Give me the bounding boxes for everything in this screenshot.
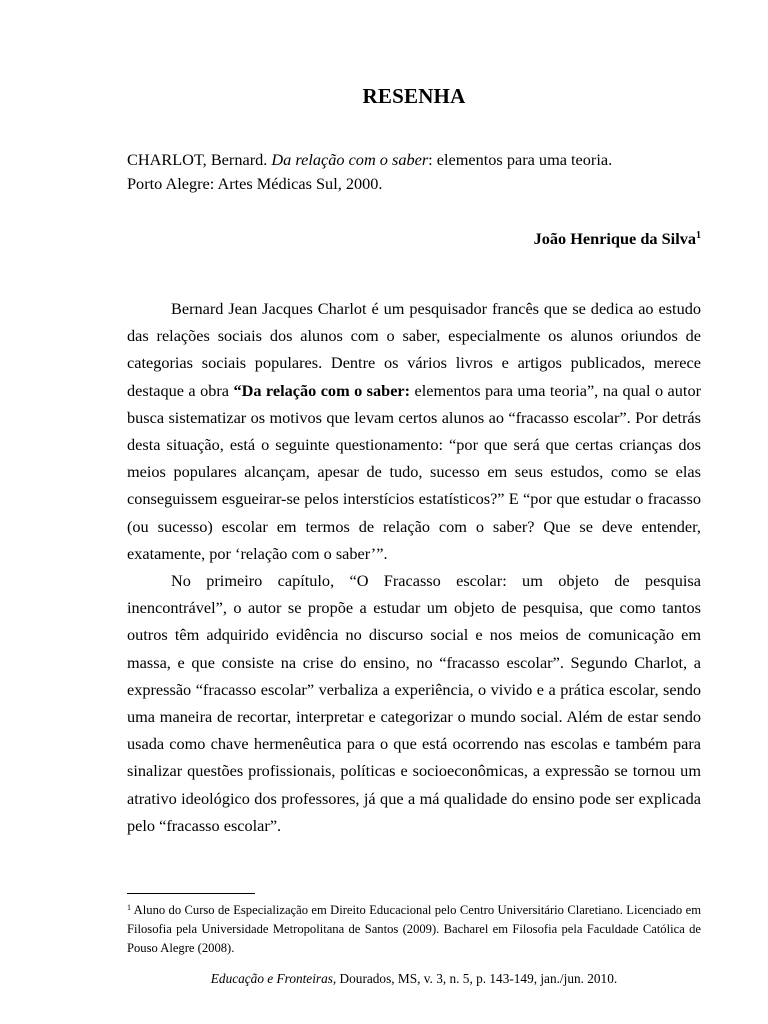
reference-subtitle: : elementos para uma teoria. — [428, 150, 613, 169]
journal-name: Educação e Fronteiras, — [210, 971, 337, 986]
reference-book-title: Da relação com o saber — [271, 150, 429, 169]
journal-details: Dourados, MS, v. 3, n. 5, p. 143-149, jan./jun. 2010. — [336, 971, 618, 986]
page-title: RESENHA — [362, 84, 466, 108]
reviewer-name-text: João Henrique da Silva — [533, 229, 696, 248]
paragraph-2: No primeiro capítulo, “O Fracasso escolar: um objeto de pesquisa inencontrável”, o autor se propõe a estudar um objeto de pesquisa, que como tantos outros têm adquirido evidência no discurso social e nos meios de comunicação em massa, e que consiste na crise do ensino, no “fracasso escolar”. Segundo Charlot, a expressão “fracasso escolar” verbaliza a experiência, o vivido e a prática escolar, sendo uma maneira de recortar, interpretar e categorizar o mundo social. Além de estar sendo usada como chave hermenêutica para o que está ocorrendo nas escolas e também para sinalizar questões profissionais, políticas e socioeconômicas, a expressão se tornou um atrativo ideológico dos professores, já que a má qualidade do ensino pode ser explicada pelo “fracasso escolar”. — [127, 571, 701, 835]
journal-footer — [127, 971, 701, 987]
paragraph-1 — [127, 295, 701, 567]
footnote-number: 1 — [127, 903, 131, 912]
paragraph-1-bold-title: “Da relação com o saber: — [233, 380, 411, 400]
footnote — [127, 898, 701, 958]
bibliographic-reference — [127, 148, 701, 196]
paragraph-1-text-after: elementos para uma teoria”, na qual o autor busca sistematizar os motivos que levam certos alunos ao “fracasso escolar”. Por detrás desta situação, está o seguinte questionamento: “por que será que certas crianças dos meios populares alcançam, apesar de tudo, sucesso em seus estudos, como se elas conseguissem esgueirar-se pelos interstícios estatísticos?” E “por que estudar o fracasso (ou sucesso) escolar em termos de relação com o saber? Que se deve entender, exatamente, por ‘relação com o saber’”. — [127, 380, 702, 563]
footnote-text: Aluno do Curso de Especialização em Direito Educacional pelo Centro Universitário Claretiano. Licenciado em Filosofia pela Universidade Metropolitana de Santos (2009). Bacharel em Filosofia pela Faculdade Católica de Pouso Alegre (2008). — [127, 903, 701, 955]
reviewer-name — [534, 229, 701, 249]
review-body — [127, 295, 701, 839]
reference-author: CHARLOT, Bernard. — [127, 150, 268, 169]
reference-publisher: Porto Alegre: Artes Médicas Sul, 2000. — [127, 174, 383, 193]
review-page — [127, 0, 701, 1024]
footnote-marker: 1 — [696, 230, 701, 241]
paragraph-1-text-before: Bernard Jean Jacques Charlot é um pesquisador francês que se dedica ao estudo das relações sociais dos alunos com o saber, especialmente os alunos oriundos de categorias sociais populares. Dentre os vários livros e artigos publicados, merece destaque a obra — [127, 299, 701, 400]
footnote-divider — [127, 893, 255, 894]
